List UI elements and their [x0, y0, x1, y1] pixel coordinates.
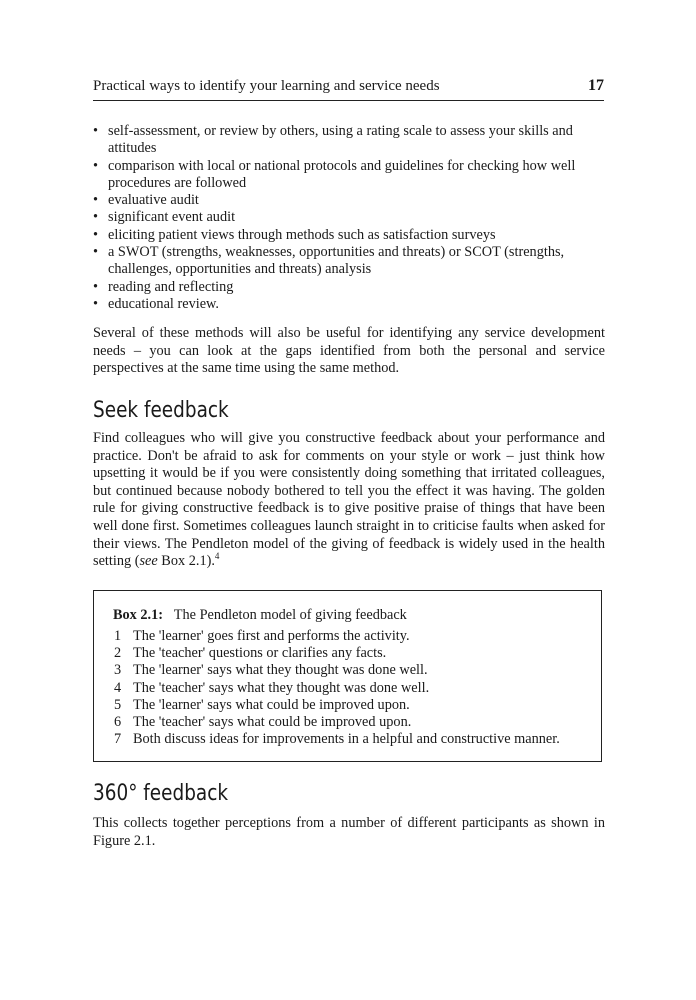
box-steps-list — [114, 628, 560, 748]
box-pendleton-model — [93, 590, 602, 762]
paragraph-360-feedback: This collects together perceptions from a number of different participants as shown in Figure 2.1. — [93, 815, 605, 849]
list-item: • evaluative audit — [93, 192, 199, 209]
box-title: Box 2.1: The Pendleton model of giving feedback — [113, 607, 407, 623]
list-item: 4 The 'teacher' says what they thought was done well. — [114, 679, 430, 696]
list-item: • reading and reflecting — [93, 278, 234, 295]
list-item: 7 Both discuss ideas for improvements in a helpful and constructive manner. — [114, 731, 560, 748]
bullet-icon: • — [93, 295, 99, 312]
bullet-icon: • — [93, 278, 99, 295]
list-item: • eliciting patient views through methods such as satisfaction surveys — [93, 226, 496, 243]
section-heading-360-feedback: 360° feedback — [93, 780, 229, 806]
list-item: • educational review. — [93, 295, 220, 312]
box-label: Box 2.1: — [113, 607, 164, 623]
paragraph-service-needs: Several of these methods will also be useful for identifying any service development needs – you can look at the gaps identified from both the personal and service perspectives at the same time using the same method. — [93, 325, 605, 377]
bullet-icon: • — [93, 244, 99, 261]
list-item: 6 The 'teacher' says what could be improved upon. — [114, 714, 412, 731]
bullet-icon: • — [93, 123, 99, 139]
list-item: • comparison with local or national protocols and guidelines for checking how well procedures are followed — [93, 157, 576, 191]
list-item: 3 The 'learner' says what they thought was done well. — [114, 662, 428, 679]
section-heading-seek-feedback: Seek feedback — [93, 397, 229, 423]
footnote-reference: 4 — [214, 551, 220, 562]
methods-list — [93, 123, 605, 313]
running-title: Practical ways to identify your learning and service needs — [93, 78, 440, 94]
paragraph-seek-feedback: Find colleagues who will give you constructive feedback about your performance and practice. Don't be afraid to ask for comments on your style or work – just think how upsetting it would be if you were consistently doing something that irritated colleagues, but continued because nobody bothered to tell you the effect it was having. The golden rule for giving constructive feedback is to give positive praise of things that have been well done first. Sometimes colleagues launch straight in to criticise faults when asked for their views. The Pendleton model of the giving of feedback is widely used in the health setting (see Box 2.1).$^4$ — [93, 430, 605, 570]
list-item: • a SWOT (strengths, weaknesses, opportunities and threats) or SCOT (strengths, challenges, opportunities and threats) analysis — [93, 244, 565, 278]
list-item: 1 The 'learner' goes first and performs the activity. — [114, 628, 410, 644]
list-item: • significant event audit — [93, 209, 236, 226]
bullet-icon: • — [93, 226, 99, 243]
list-item: 2 The 'teacher' questions or clarifies any facts. — [114, 645, 387, 662]
page-number: 17 — [588, 77, 604, 94]
list-item: • self-assessment, or review by others, using a rating scale to assess your skills and attitudes — [93, 123, 573, 157]
running-header — [93, 78, 604, 101]
bullet-icon: • — [93, 157, 99, 174]
bullet-icon: • — [93, 192, 99, 209]
bullet-icon: • — [93, 209, 99, 226]
list-item: 5 The 'learner' says what could be improved upon. — [114, 696, 410, 713]
